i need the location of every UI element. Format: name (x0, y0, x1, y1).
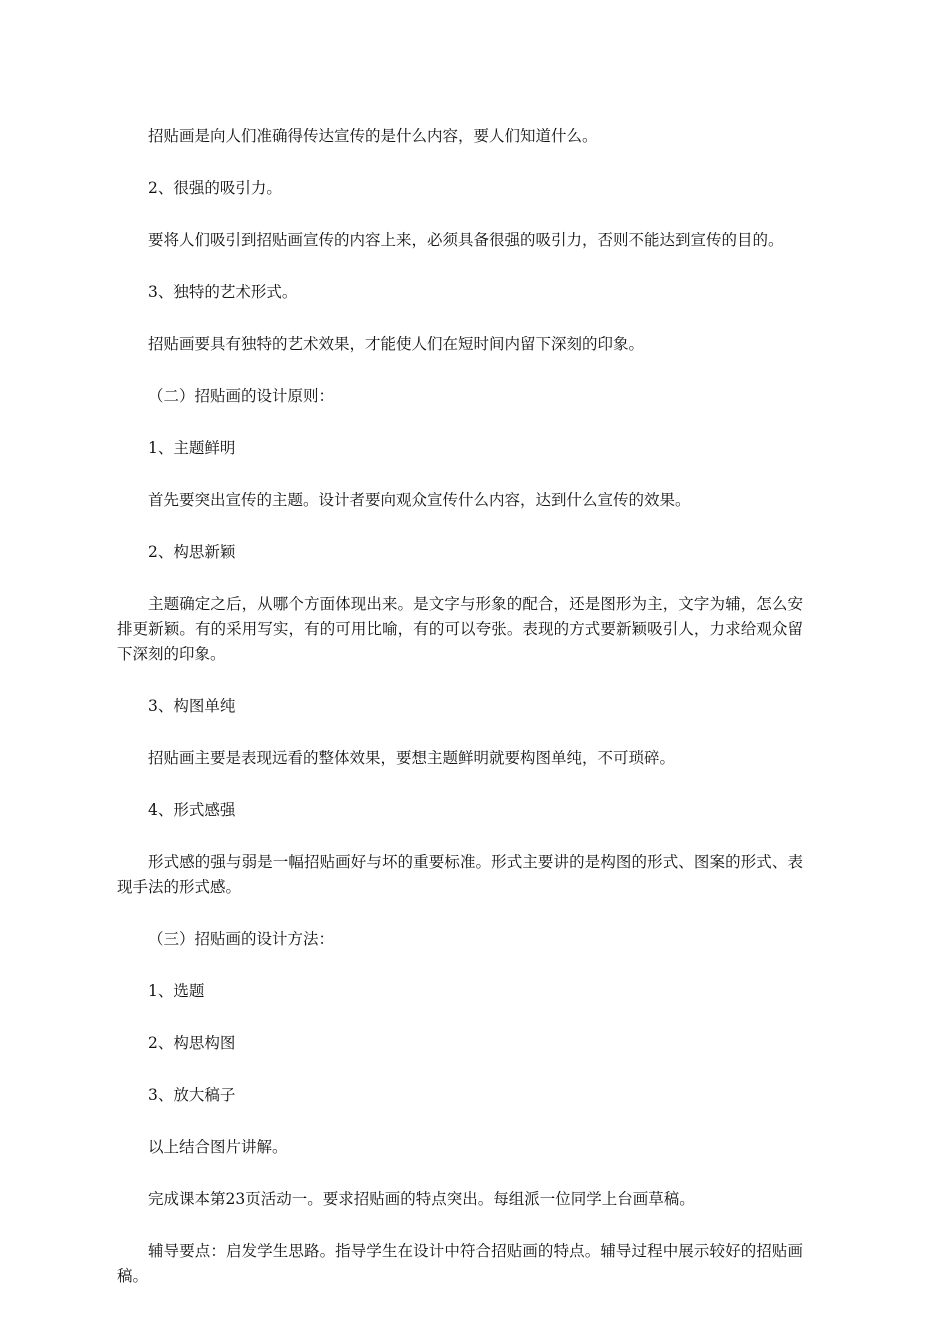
section-heading: （三）招贴画的设计方法： (148, 930, 335, 948)
list-heading: 3、构图单纯 (148, 697, 236, 715)
body-paragraph: 招贴画是向人们准确得传达宣传的是什么内容，要人们知道什么。 (148, 127, 598, 145)
body-paragraph: 招贴画主要是表现远看的整体效果，要想主题鲜明就要构图单纯，不可琐碎。 (148, 749, 676, 767)
body-paragraph: 完成课本第23页活动一。要求招贴画的特点突出。每组派一位同学上台画草稿。 (148, 1190, 695, 1208)
list-heading: 1、主题鲜明 (148, 439, 236, 457)
body-paragraph: 首先要突出宣传的主题。设计者要向观众宣传什么内容，达到什么宣传的效果。 (148, 491, 691, 509)
list-heading: 2、构思新颖 (148, 543, 236, 561)
body-paragraph: 主题确定之后，从哪个方面体现出来。是文字与形象的配合，还是图形为主，文字为辅，怎么安排更新颖。有的采用写实，有的可用比喻，有的可以夸张。表现的方式要新颖吸引人，力求给观众留下深刻的印象。 (117, 595, 803, 663)
list-heading: 4、形式感强 (148, 801, 236, 819)
list-heading: 3、独特的艺术形式。 (148, 283, 298, 301)
body-paragraph: 辅导要点：启发学生思路。指导学生在设计中符合招贴画的特点。辅导过程中展示较好的招贴画稿。 (117, 1242, 803, 1285)
list-heading: 2、很强的吸引力。 (148, 179, 282, 197)
list-heading: 1、选题 (148, 982, 205, 1000)
section-heading: （二）招贴画的设计原则： (148, 387, 335, 405)
body-paragraph: 招贴画要具有独特的艺术效果，才能使人们在短时间内留下深刻的印象。 (148, 335, 645, 353)
list-heading: 3、放大稿子 (148, 1086, 236, 1104)
document-page (117, 124, 803, 1316)
body-paragraph: 要将人们吸引到招贴画宣传的内容上来，必须具备很强的吸引力，否则不能达到宣传的目的。 (148, 231, 784, 249)
list-heading: 2、构思构图 (148, 1034, 236, 1052)
body-paragraph: 形式感的强与弱是一幅招贴画好与坏的重要标准。形式主要讲的是构图的形式、图案的形式、表现手法的形式感。 (117, 853, 803, 896)
body-paragraph: 以上结合图片讲解。 (148, 1138, 288, 1156)
